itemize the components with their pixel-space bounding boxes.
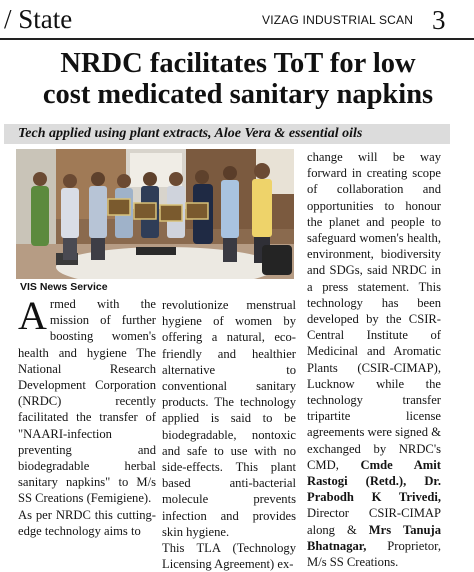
paragraph: [18, 293, 156, 507]
paragraph-text: As per NRDC this cutting-edge technology aims to: [18, 507, 156, 538]
article-column-1: [18, 293, 156, 539]
article-column-3: [307, 149, 441, 570]
group-photo-illustration: [16, 149, 294, 279]
subheadline: Tech applied using plant extracts, Aloe Vera & essential oils: [4, 124, 450, 144]
paragraph: [307, 149, 441, 570]
paragraph-text: change will be way forward in creating scope of collaboration and opportunities to honour the planet and people to safeguard women's health, environment, biodiversity and SDGs, said NRDC in a press statement. This technology has been developed by the CSIR-Central Institute of Medicinal and Aromatic Plants (CSIR-CIMAP), Lucknow while the technology transfer tripartite license agreements were signed & exchanged by NRDC's CMD,: [307, 150, 441, 472]
article-column-2: [162, 297, 296, 572]
page-number: 3: [432, 5, 446, 35]
paragraph-text: rmed with the mission of further boosting women's health and hygiene The National Research Development Corporation (NRDC) recently facilitated the transfer of "NAARI-infection preventing and biodegradable herbal sanitary napkins" to M/s SS Creations (Femigiene).: [18, 297, 156, 506]
section-label: / State: [4, 4, 73, 34]
headline: [10, 48, 466, 110]
paragraph-text: Director CSIR-CIMAP along &: [307, 506, 441, 537]
drop-cap: A: [18, 293, 47, 338]
news-credit: VIS News Service: [20, 281, 108, 293]
header-rule: [0, 38, 474, 40]
signatory-name: Cmde Amit Rastogi (Retd.),: [307, 457, 441, 489]
publication-name: VIZAG INDUSTRIAL SCAN: [262, 13, 414, 27]
paragraph-text: revolutionize menstrual hygiene of women by offering a natural, eco-friendly and healthier alternative to conventional sanitary products. The technology applied is said to be biodegradable, nontoxic and safe to use with no side-effects. This plant based anti-bacterial molecule prevents infection and provides skin hygiene.: [162, 298, 296, 539]
signatory-name: Dr. Prabodh K Trivedi,: [307, 474, 441, 505]
paragraph-text: This TLA (Technology Licensing Agreement) ex-: [162, 541, 296, 572]
signatory-name: Mrs Tanuja Bhatnagar,: [307, 522, 441, 553]
headline-line-1: NRDC facilitates ToT for low: [60, 48, 416, 79]
article-photo: [16, 149, 294, 279]
paragraph: [162, 297, 296, 540]
paragraph-text: Proprietor, M/s SS Creations.: [307, 538, 441, 570]
paragraph: [162, 540, 296, 572]
headline-line-2: cost medicated sanitary napkins: [42, 79, 434, 110]
